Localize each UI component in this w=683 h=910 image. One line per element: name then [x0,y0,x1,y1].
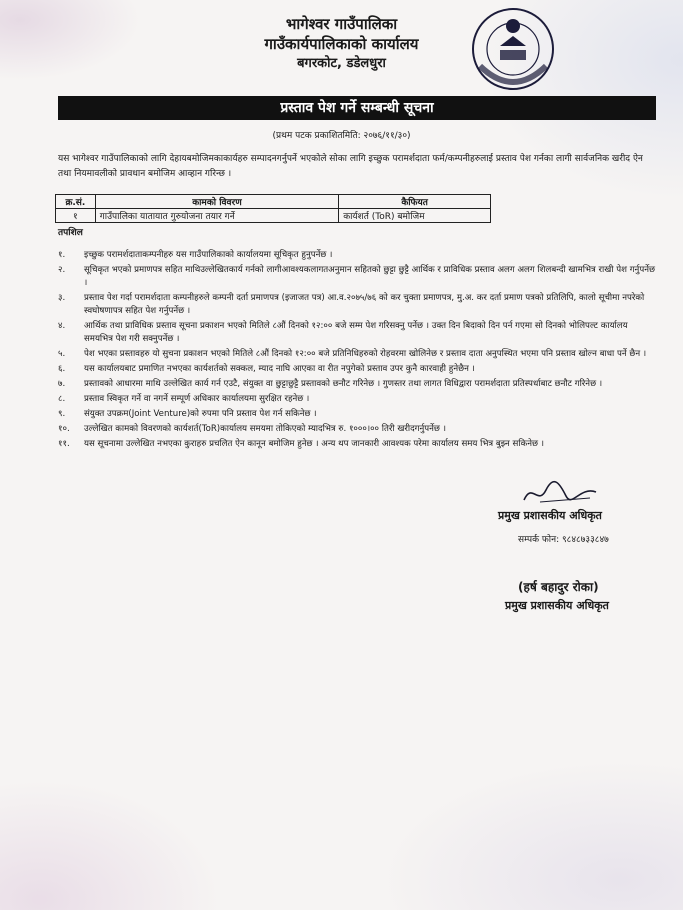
term-text: आर्थिक तथा प्राविधिक प्रस्ताव सूचना प्रकाशन भएको मितिले ८औं दिनको १२:०० बजे सम्म पेश गरिसक्नु पर्नेछ । उक्त दिन बिदाको दिन पर्न गएमा सो दिनको भोलिपल्ट कार्यालय समयभित्र पेश गरी सक्नुपर्नेछ । [84,321,628,344]
table-header-row [56,195,491,209]
list-item [58,348,656,361]
term-number: ९. [58,409,66,419]
term-text: प्रस्ताव स्विकृत गर्ने वा नगर्ने सम्पूर्ण अधिकार कार्यालयमा सुरक्षित रहनेछ । [84,394,310,404]
term-number: ५. [58,349,66,359]
cell-serial: १ [56,209,96,223]
term-number: ७. [58,379,66,389]
term-text: पेश भएका प्रस्तावहरु यो सुचना प्रकाशन भएको मितिले ८औं दिनको १२:०० बजे प्रतिनिधिहरुको रोहवरमा खोलिनेछ र प्रस्ताव दाता अनुपस्थित भएमा पनि प्रस्ताव खोल्न बाधा पर्ने छैन । [84,349,647,359]
term-number: ८. [58,394,66,404]
intro-paragraph: यस भागेश्वर गाउँपालिकाको लागि देहायबमोजिमकाकार्यहरु सम्पादनगर्नुपर्ने भएकोले सोका लागि इच्छुक परामर्शदाता फर्म/कम्पनीहरुलाई प्रस्ताव पेश गर्नका लागी सार्वजनिक खरीद ऐन तथा नियमावलीको प्रावधान बमोजिम आव्हान गरिन्छ । [58,154,643,179]
list-item [58,378,656,391]
list-item [58,393,656,406]
cell-remark: कार्यशर्त (ToR) बमोजिम [339,209,491,223]
header-work: कामको विवरण [95,195,338,209]
term-text: प्रस्ताव पेश गर्दा परामर्शदाता कम्पनीहरुले कम्पनी दर्ता प्रमाणपत्र (इजाजत पत्र) आ.व.२०७५/७६ को कर चुक्ता प्रमाणपत्र, मु.अ. कर दर्ता प्रमाण पत्रको प्रतिलिपि, कालो सूचीमा नपरेको स्वघोषणापत्र सहित पेश गर्नुपर्नेछ । [84,293,645,316]
term-number: ११. [58,439,70,449]
header-serial: क्र.सं. [56,195,96,209]
term-number: ४. [58,321,66,331]
term-number: १. [58,250,66,260]
signatory-name: (हर्ष बहादुर रोका) [518,580,599,594]
term-number: ३. [58,293,66,303]
term-number: ६. [58,364,66,374]
term-text: उल्लेखित कामको विवरणको कार्यशर्त(ToR)कार्यालय समयमा तोकिएको म्यादभित्र रु. १०००।०० तिरी खरीदगर्नुपर्नेछ । [84,424,446,434]
table-row [56,209,491,223]
letterhead [0,14,683,73]
list-item [58,320,656,346]
term-text: सूचिकृत भएको प्रमाणपत्र सहित माथिउल्लेखितकार्य गर्नको लागीआवश्यकलागतअनुमान सहितको छुट्टा छुट्टै आर्थिक र प्राविधिक प्रस्ताव अलग अलग शिलबन्दी खामभित्र राखी पेश गर्नुपर्नेछ । [84,265,656,288]
list-item [58,408,656,421]
list-item [58,423,656,436]
list-item [58,249,656,262]
term-text: यस सूचनामा उल्लेखित नभएका कुराहरु प्रचलित ऐन कानून बमोजिम हुनेछ । अन्य थप जानकारी आवश्यक परेमा कार्यालय समय भित्र बुझ्न सकिनेछ । [84,439,544,449]
municipality-name: भागेश्वर गाउँपालिका [285,15,398,33]
office-name: गाउँकार्यपालिकाको कार्यालय [264,35,419,53]
publication-date: (प्रथम पटक प्रकाशितमिति: २०७६/११/३०) [272,131,411,141]
notice-title-banner: प्रस्ताव पेश गर्ने सम्बन्धी सूचना [58,96,656,120]
list-item [58,292,656,318]
contact-phone: सम्पर्क फोन: ९८४८७३३८४७ [518,535,609,545]
details-heading: तपशिल [58,228,83,238]
header-remark: कैफियत [339,195,491,209]
term-text: यस कार्यालयबाट प्रमाणित नभएका कार्यशर्तको सक्कल, म्याद नाघि आएका वा रीत नपुगेको प्रस्ताव उपर कुनै कारवाही हुनेछैन । [84,364,475,374]
work-table [55,194,491,223]
term-number: २. [58,265,66,275]
terms-list [58,249,656,453]
signatory-title: प्रमुख प्रशासकीय अधिकृत [498,509,602,522]
signature-mark [520,478,600,508]
term-text: संयुक्त उपक्रम(Joint Venture)को रुपमा पनि प्रस्ताव पेश गर्न सकिनेछ । [84,409,317,419]
signatory-title-second: प्रमुख प्रशासकीय अधिकृत [505,599,609,612]
term-text: प्रस्तावको आधारमा माथि उल्लेखित कार्य गर्न एउटै, संयुक्त वा छुट्टाछुट्टै प्रस्तावको छनौट गरिनेछ । गुणस्तर तथा लागत विधिद्वारा परामर्शदाता प्रतिस्पर्धाबाट छनौट गरिनेछ । [84,379,603,389]
cell-work: गाउँपालिका यातायात गुरुयोजना तयार गर्ने [95,209,338,223]
term-number: १०. [58,424,70,434]
office-address: बगरकोट, डडेलधुरा [297,56,386,71]
office-seal-stamp [470,6,556,92]
list-item [58,363,656,376]
list-item [58,438,656,451]
list-item [58,264,656,290]
term-text: इच्छुक परामर्शदाताकम्पनीहरु यस गाउँपालिकाको कार्यालयमा सूचिकृत हुनुपर्नेछ । [84,250,333,260]
